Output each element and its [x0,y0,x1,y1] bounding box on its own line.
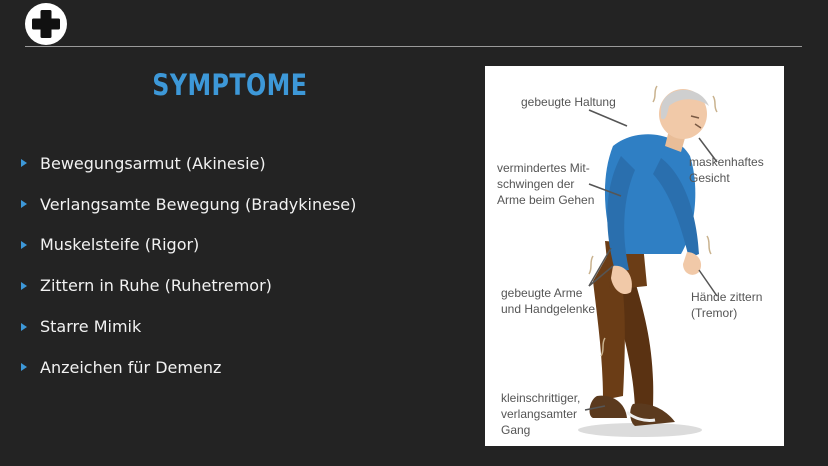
list-item [20,184,356,225]
label-tremor: Hände zittern (Tremor) [691,290,763,320]
list-item-text: Bewegungsarmut (Akinesie) [40,153,266,173]
bullet-triangle-icon [21,241,27,249]
medical-cross-icon [24,2,68,46]
list-item-text: Verlangsamte Bewegung (Bradykinese) [40,194,357,214]
slide-title: SYMPTOME [152,68,308,102]
stooped-figure-drawing [485,66,784,446]
bullet-triangle-icon [21,363,27,371]
list-item-text: Anzeichen für Demenz [40,357,222,377]
label-arms: gebeugte Arme und Handgelenke [501,286,596,316]
bullet-triangle-icon [21,323,27,331]
label-arm-swing: vermindertes Mit- schwingen der Arme beim Gehen [497,161,595,207]
label-posture: gebeugte Haltung [521,95,616,109]
label-face: maskenhaftes Gesicht [689,155,764,185]
list-item [20,225,356,266]
list-item-text: Muskelsteife (Rigor) [40,235,200,255]
list-item-text: Starre Mimik [40,317,142,337]
bullet-triangle-icon [21,159,27,167]
label-gait: kleinschrittiger, verlangsamter Gang [501,391,581,437]
list-item [20,265,356,306]
symptom-list [20,143,356,388]
bullet-triangle-icon [21,282,27,290]
bullet-triangle-icon [21,200,27,208]
list-item-text: Zittern in Ruhe (Ruhetremor) [40,276,272,296]
list-item [20,306,356,347]
header-divider [25,46,802,47]
parkinson-symptom-illustration [485,66,784,446]
list-item [20,143,356,184]
list-item [20,347,356,388]
